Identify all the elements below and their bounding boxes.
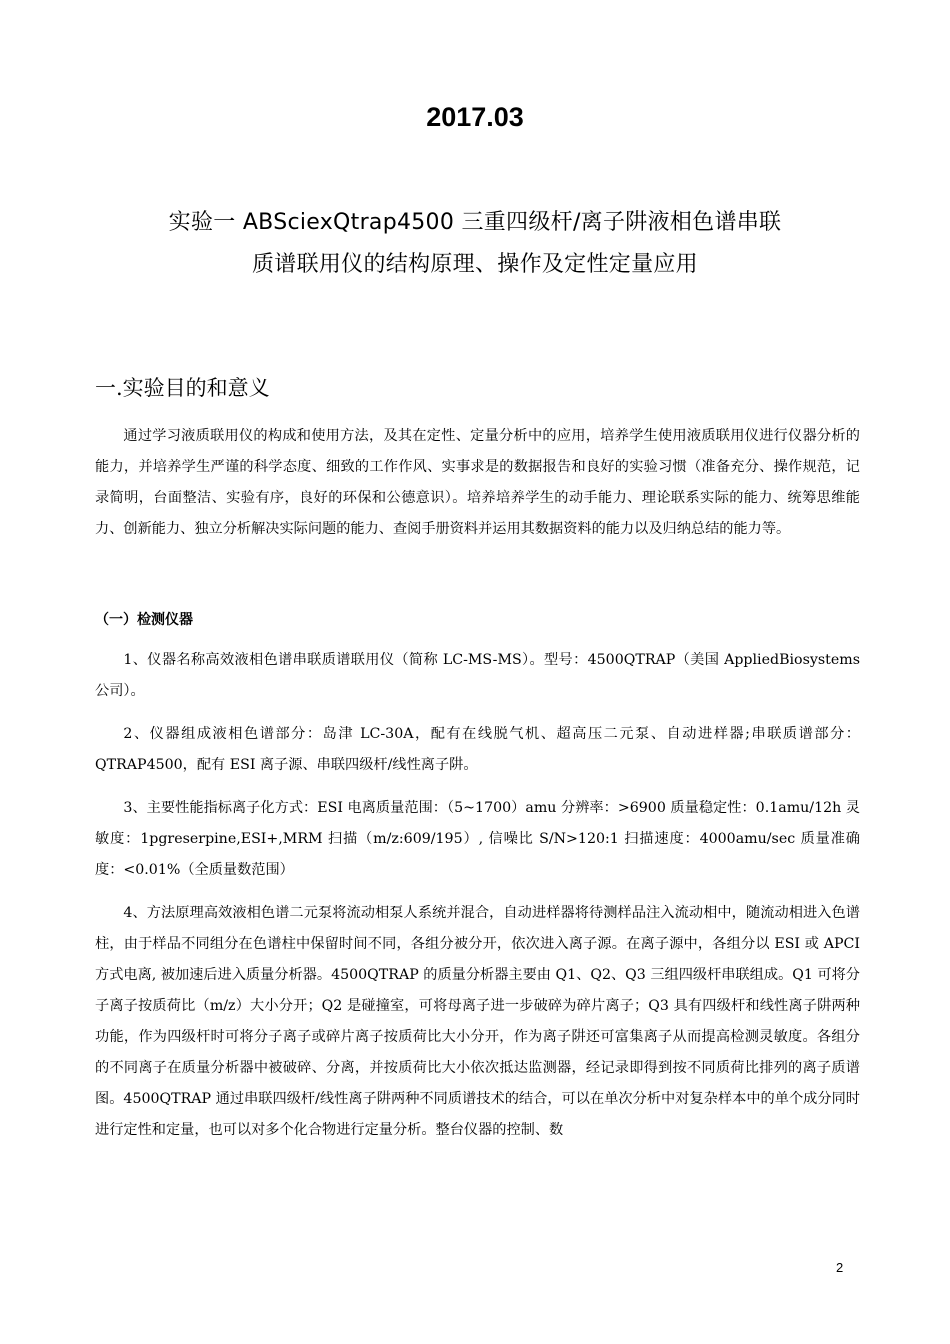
title-line-2: 质谱联用仪的结构原理、操作及定性定量应用	[251, 252, 698, 277]
paragraph-text: 通过学习液质联用仪的构成和使用方法，及其在定性、定量分析中的应用，培养学生使用液质联用仪进行仪器分析的能力，并培养学生严谨的科学态度、细致的工作作风、实事求是的数据报告和良好的实验习惯（准备充分、操作规范，记录简明，台面整洁、实验有序，良好的环保和公德意识）。培养培养学生的动手能力、理论联系实际的能力、统筹思维能力、创新能力、独立分析解决实际问题的能力、查阅手册资料并运用其数据资料的能力以及归纳总结的能力等。	[95, 428, 860, 537]
instrument-item-3: 3、主要性能指标离子化方式：ESI 电离质量范围：（5~1700）amu 分辨率：>6900 质量稳定性：0.1amu/12h 灵敏度：1pgreserpine,ESI+,MRM 扫描（m/z:609/195）, 信噪比 S/N>120:1 扫描速度：4000amu/sec 质量准确度：<0.01%（全质量数范围）	[95, 800, 860, 878]
title-line-1: 实验一 ABSciexQtrap4500 三重四级杆/离子阱液相色谱串联	[168, 210, 782, 235]
instrument-item-2: 2、仪器组成液相色谱部分：岛津 LC-30A，配有在线脱气机、超高压二元泵、自动进样器;串联质谱部分：QTRAP4500，配有 ESI 离子源、串联四级杆/线性离子阱。	[95, 726, 860, 773]
purpose-paragraph	[95, 421, 860, 545]
instrument-items	[95, 645, 860, 1158]
instrument-item-4: 4、方法原理高效液相色谱二元泵将流动相泵人系统并混合，自动进样器将待测样品注入流动相中，随流动相进入色谱柱，由于样品不同组分在色谱柱中保留时间不同，各组分被分开，依次进入离子源。在离子源中，各组分以 ESI 或 APCI 方式电离, 被加速后进入质量分析器。4500QTRAP 的质量分析器主要由 Q1、Q2、Q3 三组四级杆串联组成。Q1 可将分子离子按质荷比（m/z）大小分开；Q2 是碰撞室，可将母离子进一步破碎为碎片离子；Q3 具有四级杆和线性离子阱两种功能，作为四级杆时可将分子离子或碎片离子按质荷比大小分开，作为离子阱还可富集离子从而提高检测灵敏度。各组分的不同离子在质量分析器中被破碎、分离，并按质荷比大小依次抵达监测器，经记录即得到按不同质荷比排列的离子质谱图。4500QTRAP 通过串联四级杆/线性离子阱两种不同质谱技术的结合，可以在单次分析中对复杂样本中的单个成分同时进行定性和定量，也可以对多个化合物进行定量分析。整台仪器的控制、数	[95, 905, 860, 1138]
instrument-item-1: 1、仪器名称高效液相色谱串联质谱联用仪（简称 LC-MS-MS）。型号：4500QTRAP（美国 AppliedBiosystems 公司）。	[95, 652, 860, 699]
document-date: 2017.03	[426, 102, 524, 132]
subsection-heading-instrument: （一）检测仪器	[95, 612, 193, 628]
page-number: 2	[836, 1260, 844, 1275]
document-title	[0, 202, 950, 286]
section-heading-purpose: 一.实验目的和意义	[95, 376, 270, 400]
